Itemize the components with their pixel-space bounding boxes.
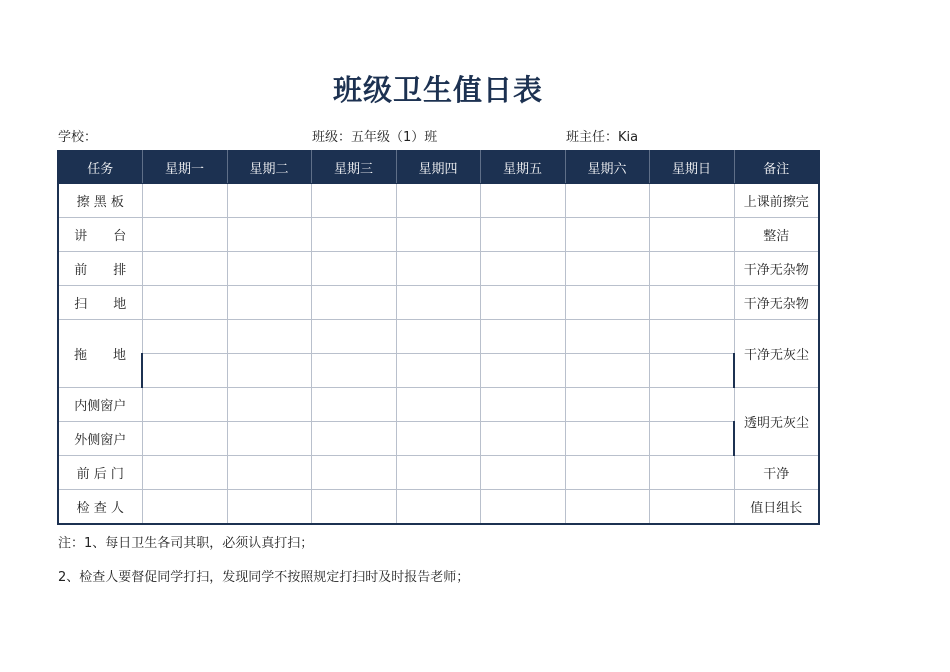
day-cell[interactable] — [649, 320, 734, 354]
footnote-2: 2、检查人要督促同学打扫，发现同学不按照规定打扫时及时报告老师； — [58, 570, 470, 585]
table-row — [58, 252, 819, 286]
task-cell: 扫 地 — [58, 286, 142, 320]
day-cell[interactable] — [142, 286, 227, 320]
table-row — [58, 354, 819, 388]
day-cell[interactable] — [311, 218, 396, 252]
day-cell[interactable] — [480, 252, 565, 286]
day-cell[interactable] — [565, 252, 649, 286]
task-cell: 前 排 — [58, 252, 142, 286]
task-cell: 拖 地 — [58, 320, 142, 388]
table-header-row — [58, 151, 819, 184]
task-cell: 前 后 门 — [58, 456, 142, 490]
header-thursday: 星期四 — [396, 151, 480, 184]
day-cell[interactable] — [565, 388, 649, 422]
day-cell[interactable] — [227, 184, 311, 218]
note-cell: 上课前擦完 — [734, 184, 819, 218]
day-cell[interactable] — [142, 320, 227, 354]
day-cell[interactable] — [480, 354, 565, 388]
day-cell[interactable] — [142, 252, 227, 286]
header-tuesday: 星期二 — [227, 151, 311, 184]
day-cell[interactable] — [227, 388, 311, 422]
day-cell[interactable] — [142, 490, 227, 525]
note-cell: 干净 — [734, 456, 819, 490]
day-cell[interactable] — [480, 286, 565, 320]
day-cell[interactable] — [311, 388, 396, 422]
day-cell[interactable] — [311, 184, 396, 218]
day-cell[interactable] — [565, 218, 649, 252]
day-cell[interactable] — [227, 320, 311, 354]
day-cell[interactable] — [142, 354, 227, 388]
day-cell[interactable] — [480, 456, 565, 490]
day-cell[interactable] — [142, 388, 227, 422]
header-wednesday: 星期三 — [311, 151, 396, 184]
header-saturday: 星期六 — [565, 151, 649, 184]
class-label: 班级：五年级（1）班 — [312, 130, 438, 145]
day-cell[interactable] — [396, 218, 480, 252]
day-cell[interactable] — [649, 286, 734, 320]
day-cell[interactable] — [480, 218, 565, 252]
note-cell: 干净无杂物 — [734, 252, 819, 286]
day-cell[interactable] — [311, 354, 396, 388]
day-cell[interactable] — [649, 184, 734, 218]
header-task: 任务 — [58, 151, 142, 184]
day-cell[interactable] — [649, 252, 734, 286]
day-cell[interactable] — [396, 422, 480, 456]
day-cell[interactable] — [649, 456, 734, 490]
day-cell[interactable] — [396, 388, 480, 422]
day-cell[interactable] — [311, 320, 396, 354]
day-cell[interactable] — [227, 252, 311, 286]
header-monday: 星期一 — [142, 151, 227, 184]
table-row — [58, 456, 819, 490]
day-cell[interactable] — [480, 490, 565, 525]
day-cell[interactable] — [142, 184, 227, 218]
day-cell[interactable] — [565, 320, 649, 354]
day-cell[interactable] — [565, 456, 649, 490]
teacher-label: 班主任：Kia — [566, 130, 639, 145]
footnote-1: 注：1、每日卫生各司其职，必须认真打扫； — [58, 536, 314, 551]
day-cell[interactable] — [480, 388, 565, 422]
note-cell: 干净无灰尘 — [734, 320, 819, 388]
day-cell[interactable] — [396, 184, 480, 218]
table-row — [58, 422, 819, 456]
day-cell[interactable] — [480, 320, 565, 354]
header-sunday: 星期日 — [649, 151, 734, 184]
day-cell[interactable] — [480, 184, 565, 218]
day-cell[interactable] — [142, 456, 227, 490]
day-cell[interactable] — [227, 490, 311, 525]
table-row — [58, 218, 819, 252]
note-cell: 值日组长 — [734, 490, 819, 525]
day-cell[interactable] — [142, 422, 227, 456]
day-cell[interactable] — [565, 286, 649, 320]
day-cell[interactable] — [649, 422, 734, 456]
day-cell[interactable] — [311, 490, 396, 525]
day-cell[interactable] — [227, 286, 311, 320]
table-row — [58, 184, 819, 218]
day-cell[interactable] — [227, 218, 311, 252]
task-cell: 讲 台 — [58, 218, 142, 252]
day-cell[interactable] — [142, 218, 227, 252]
day-cell[interactable] — [311, 422, 396, 456]
day-cell[interactable] — [565, 422, 649, 456]
table-row — [58, 490, 819, 525]
task-cell: 外侧窗户 — [58, 422, 142, 456]
day-cell[interactable] — [480, 422, 565, 456]
day-cell[interactable] — [227, 456, 311, 490]
day-cell[interactable] — [565, 490, 649, 525]
day-cell[interactable] — [649, 354, 734, 388]
day-cell[interactable] — [396, 252, 480, 286]
school-label: 学校： — [58, 130, 98, 145]
duty-table — [57, 150, 820, 525]
day-cell[interactable] — [396, 320, 480, 354]
table-row — [58, 388, 819, 422]
day-cell[interactable] — [396, 456, 480, 490]
day-cell[interactable] — [649, 218, 734, 252]
note-cell: 干净无杂物 — [734, 286, 819, 320]
task-cell: 擦 黑 板 — [58, 184, 142, 218]
day-cell[interactable] — [311, 286, 396, 320]
table-row — [58, 320, 819, 354]
table-row — [58, 286, 819, 320]
day-cell[interactable] — [396, 286, 480, 320]
day-cell[interactable] — [649, 490, 734, 525]
note-cell: 整洁 — [734, 218, 819, 252]
day-cell[interactable] — [311, 456, 396, 490]
day-cell[interactable] — [649, 388, 734, 422]
note-cell: 透明无灰尘 — [734, 388, 819, 456]
day-cell[interactable] — [227, 422, 311, 456]
header-note: 备注 — [734, 151, 819, 184]
task-cell: 内侧窗户 — [58, 388, 142, 422]
day-cell[interactable] — [565, 354, 649, 388]
task-cell: 检 查 人 — [58, 490, 142, 525]
day-cell[interactable] — [227, 354, 311, 388]
day-cell[interactable] — [565, 184, 649, 218]
header-friday: 星期五 — [480, 151, 565, 184]
day-cell[interactable] — [311, 252, 396, 286]
page-title: 班级卫生值日表 — [332, 73, 543, 107]
day-cell[interactable] — [396, 354, 480, 388]
day-cell[interactable] — [396, 490, 480, 525]
